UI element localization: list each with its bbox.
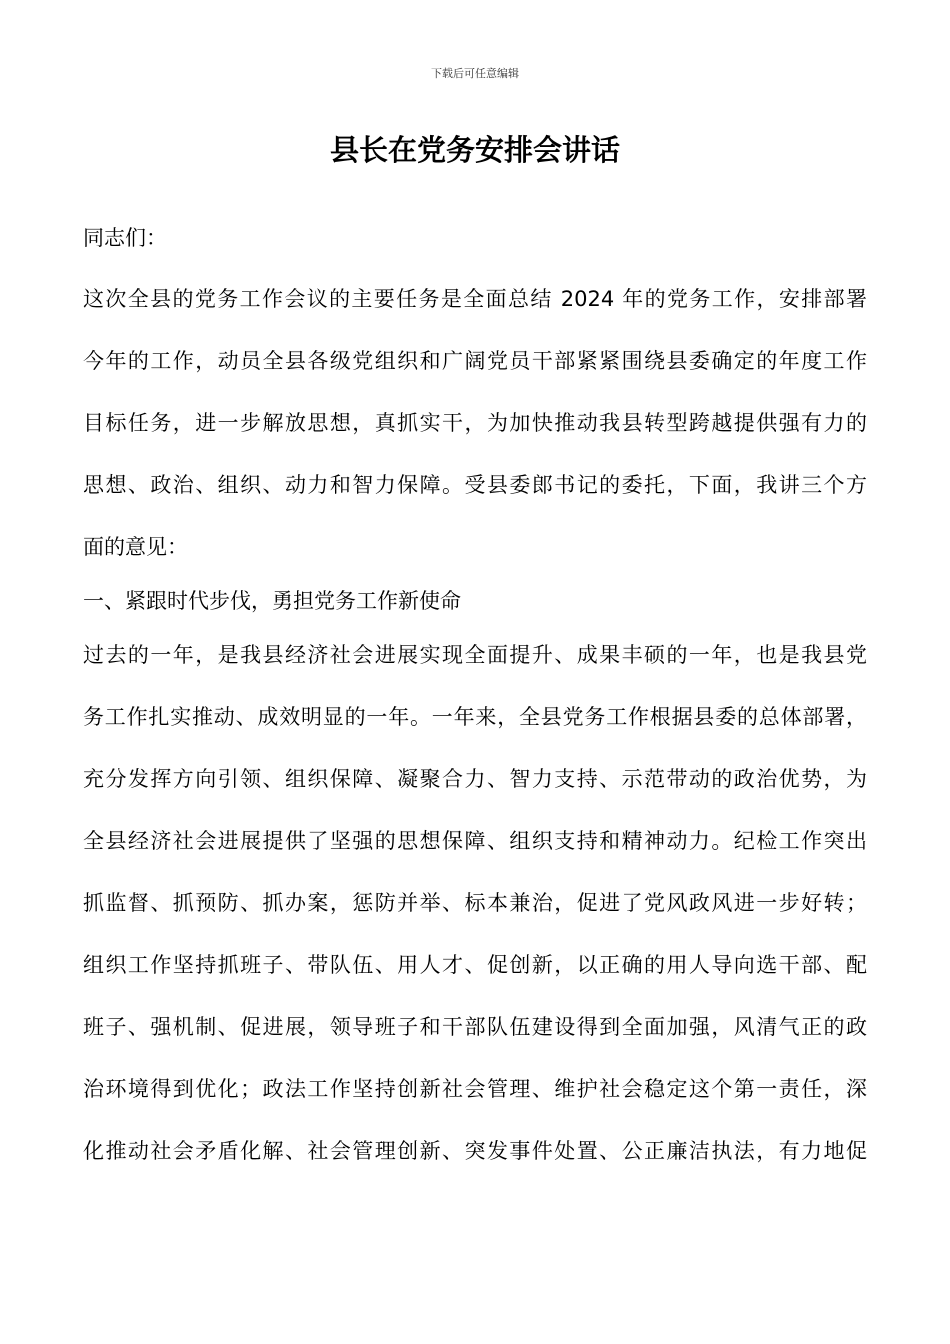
paragraph-line: 过去的一年，是我县经济社会进展实现全面提升、成果丰硕的一年，也是我县党: [83, 643, 867, 667]
paragraph-line: 组织工作坚持抓班子、带队伍、用人才、促创新，以正确的用人导向选干部、配: [83, 953, 867, 977]
paragraph-line: 务工作扎实推动、成效明显的一年。一年来，全县党务工作根据县委的总体部署，: [83, 705, 867, 729]
paragraph-line: 面的意见：: [83, 535, 188, 559]
document-title: 县长在党务安排会讲话: [329, 133, 620, 167]
paragraph-line: 班子、强机制、促进展，领导班子和干部队伍建设得到全面加强，风清气正的政: [83, 1015, 867, 1039]
paragraph-line: 充分发挥方向引领、组织保障、凝聚合力、智力支持、示范带动的政治优势，为: [83, 767, 867, 791]
paragraph-line: 全县经济社会进展提供了坚强的思想保障、组织支持和精神动力。纪检工作突出: [83, 829, 867, 853]
paragraph-line: 抓监督、抓预防、抓办案，惩防并举、标本兼治，促进了党风政风进一步好转；: [83, 891, 867, 915]
paragraph-line: 目标任务，进一步解放思想，真抓实干，为加快推动我县转型跨越提供强有力的: [83, 411, 867, 435]
paragraph-1: [83, 283, 867, 563]
paragraph-line: 思想、政治、组织、动力和智力保障。受县委郎书记的委托，下面，我讲三个方: [83, 473, 867, 497]
section-heading: 一、紧跟时代步伐，勇担党务工作新使命: [83, 589, 461, 613]
paragraph-line: 化推动社会矛盾化解、社会管理创新、突发事件处置、公正廉洁执法，有力地促: [83, 1139, 867, 1163]
paragraph-line: 治环境得到优化；政法工作坚持创新社会管理、维护社会稳定这个第一责任，深: [83, 1077, 867, 1101]
salutation: 同志们：: [83, 226, 167, 250]
page-header-note: 下载后可任意编辑: [431, 67, 519, 80]
paragraph-2: [83, 639, 867, 1167]
paragraph-line: 今年的工作，动员全县各级党组织和广阔党员干部紧紧围绕县委确定的年度工作: [83, 349, 867, 373]
document-body: [83, 222, 867, 1197]
paragraph-line: 这次全县的党务工作会议的主要任务是全面总结 2024 年的党务工作，安排部署: [83, 287, 867, 311]
